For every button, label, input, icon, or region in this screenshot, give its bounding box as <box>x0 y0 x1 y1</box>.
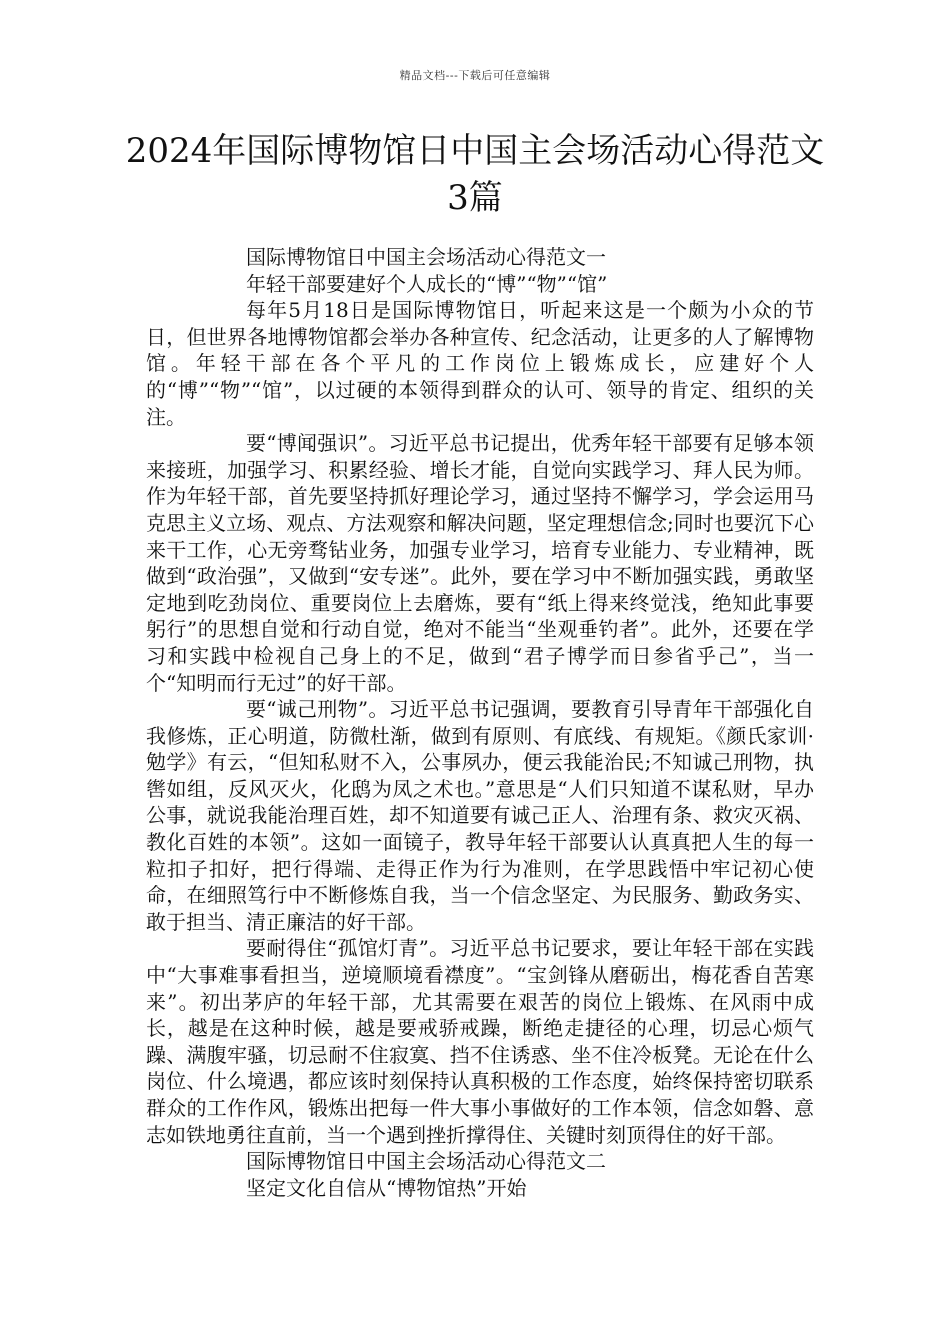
body-paragraph-intro: 每年5月18日是国际博物馆日，听起来这是一个颇为小众的节日，但世界各地博物馆都会举办各种宣传、纪念活动，让更多的人了解博物馆。年轻干部在各个平凡的工作岗位上锻炼成长，应建好个人的“博”“物”“馆”，以过硬的本领得到群众的认可、领导的肯定、组织的关注。 <box>146 298 814 429</box>
body-paragraph-wu: 要“诚己刑物”。习近平总书记强调，要教育引导青年干部强化自我修炼，正心明道，防微杜渐，做到有原则、有底线、有规矩。《颜氏家训·勉学》有云，“但知私财不入，公事夙办，便云我能治民;不知诚己刑物，执辔如组，反风灭火，化鸱为凤之术也。”意思是“人们只知道不谋私财，早办公事，就说我能治理百姓，却不知道要有诚己正人、治理有条、救灾灭祸、教化百姓的本领”。这如一面镜子，教导年轻干部要认认真真把人生的每一粒扣子扣好，把行得端、走得正作为行为准则，在学思践悟中牢记初心使命，在细照笃行中不断修炼自我，当一个信念坚定、为民服务、勤政务实、敢于担当、清正廉洁的好干部。 <box>146 697 814 934</box>
document-body <box>146 244 814 1201</box>
article-subtitle-1: 年轻干部要建好个人成长的“博”“物”“馆” <box>246 271 608 296</box>
page-header-note: 精品文档---下载后可任意编辑 <box>399 69 551 82</box>
article-subtitle-2: 坚定文化自信从“博物馆热”开始 <box>246 1175 527 1200</box>
section-heading-1: 国际博物馆日中国主会场活动心得范文一 <box>246 245 606 269</box>
document-title: 2024年国际博物馆日中国主会场活动心得范文3篇 <box>125 131 825 218</box>
body-paragraph-bo: 要“博闻强识”。习近平总书记提出，优秀年轻干部要有足够本领来接班，加强学习、积累经验、增长才能，自觉向实践学习、拜人民为师。作为年轻干部，首先要坚持抓好理论学习，通过坚持不懈学习，学会运用马克思主义立场、观点、方法观察和解决问题，坚定理想信念;同时也要沉下心来干工作，心无旁骛钻业务，加强专业学习，培育专业能力、专业精神，既做到“政治强”，又做到“安专迷”。此外，要在学习中不断加强实践，勇敢坚定地到吃劲岗位、重要岗位上去磨炼，要有“纸上得来终觉浅，绝知此事要躬行”的思想自觉和行动自觉，绝对不能当“坐观垂钓者”。此外，还要在学习和实践中检视自己身上的不足，做到“君子博学而日参省乎己”，当一个“知明而行无过”的好干部。 <box>146 431 814 695</box>
section-heading-2: 国际博物馆日中国主会场活动心得范文二 <box>246 1149 606 1174</box>
body-paragraph-guan: 要耐得住“孤馆灯青”。习近平总书记要求，要让年轻干部在实践中“大事难事看担当，逆境顺境看襟度”。“宝剑锋从磨砺出，梅花香自苦寒来”。初出茅庐的年轻干部，尤其需要在艰苦的岗位上锻炼、在风雨中成长，越是在这种时候，越是要戒骄戒躁，断绝走捷径的心理，切忌心烦气躁、满腹牢骚，切忌耐不住寂寞、挡不住诱惑、坐不住冷板凳。无论在什么岗位、什么境遇，都应该时刻保持认真积极的工作态度，始终保持密切联系群众的工作作风，锻炼出把每一件大事小事做好的工作本领，信念如磐、意志如铁地勇往直前，当一个遇到挫折撑得住、关键时刻顶得住的好干部。 <box>146 936 814 1147</box>
